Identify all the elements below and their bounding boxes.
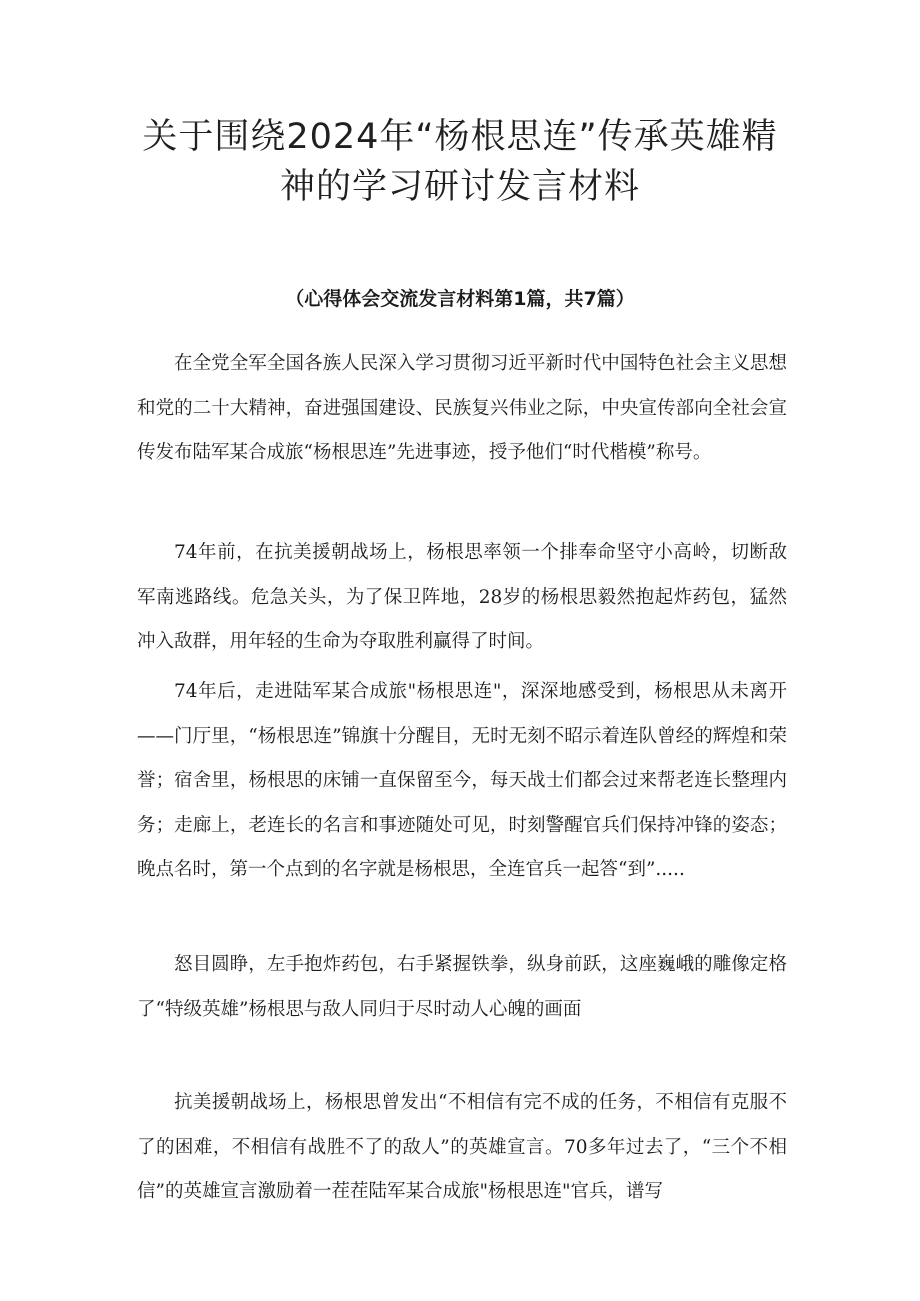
document-title-line-2: 神的学习研讨发言材料 — [279, 167, 640, 207]
paragraph-5: 抗美援朝战场上，杨根思曾发出“不相信有完不成的任务，不相信有克服不了的困难，不相信有战胜不了的敌人”的英雄宣言。70多年过去了，“三个不相信”的英雄宣言激励着一茬茬陆军某合成旅"杨根思连"官兵，谱写 — [137, 1092, 787, 1202]
document-title-line-1: 关于围绕2024年“杨根思连”传承英雄精 — [142, 117, 778, 157]
paragraph-3: 74年后，走进陆军某合成旅"杨根思连"，深深地感受到，杨根思从未离开——门厅里，“杨根思连”锦旗十分醒目，无时无刻不昭示着连队曾经的辉煌和荣誉；宿舍里，杨根思的床铺一直保留至今，每天战士们都会过来帮老连长整理内务；走廊上，老连长的名言和事迹随处可见，时刻警醒官兵们保持冲锋的姿态；晚点名时，第一个点到的名字就是杨根思，全连官兵一起答“到”..... — [137, 681, 787, 880]
paragraph-2: 74年前，在抗美援朝战场上，杨根思率领一个排奉命坚守小高岭，切断敌军南逃路线。危急关头，为了保卫阵地，28岁的杨根思毅然抱起炸药包，猛然冲入敌群，用年轻的生命为夺取胜利赢得了时间。 — [137, 542, 787, 652]
document-subtitle: （心得体会交流发言材料第1篇，共7篇） — [285, 288, 635, 310]
paragraph-4: 怒目圆睁，左手抱炸药包，右手紧握铁拳，纵身前跃，这座巍峨的雕像定格了“特级英雄”杨根思与敌人同归于尽时动人心魄的画面 — [137, 954, 787, 1020]
paragraph-1: 在全党全军全国各族人民深入学习贯彻习近平新时代中国特色社会主义思想和党的二十大精神，奋进强国建设、民族复兴伟业之际，中央宣传部向全社会宣传发布陆军某合成旅“杨根思连”先进事迹，授予他们“时代楷模”称号。 — [137, 353, 787, 463]
